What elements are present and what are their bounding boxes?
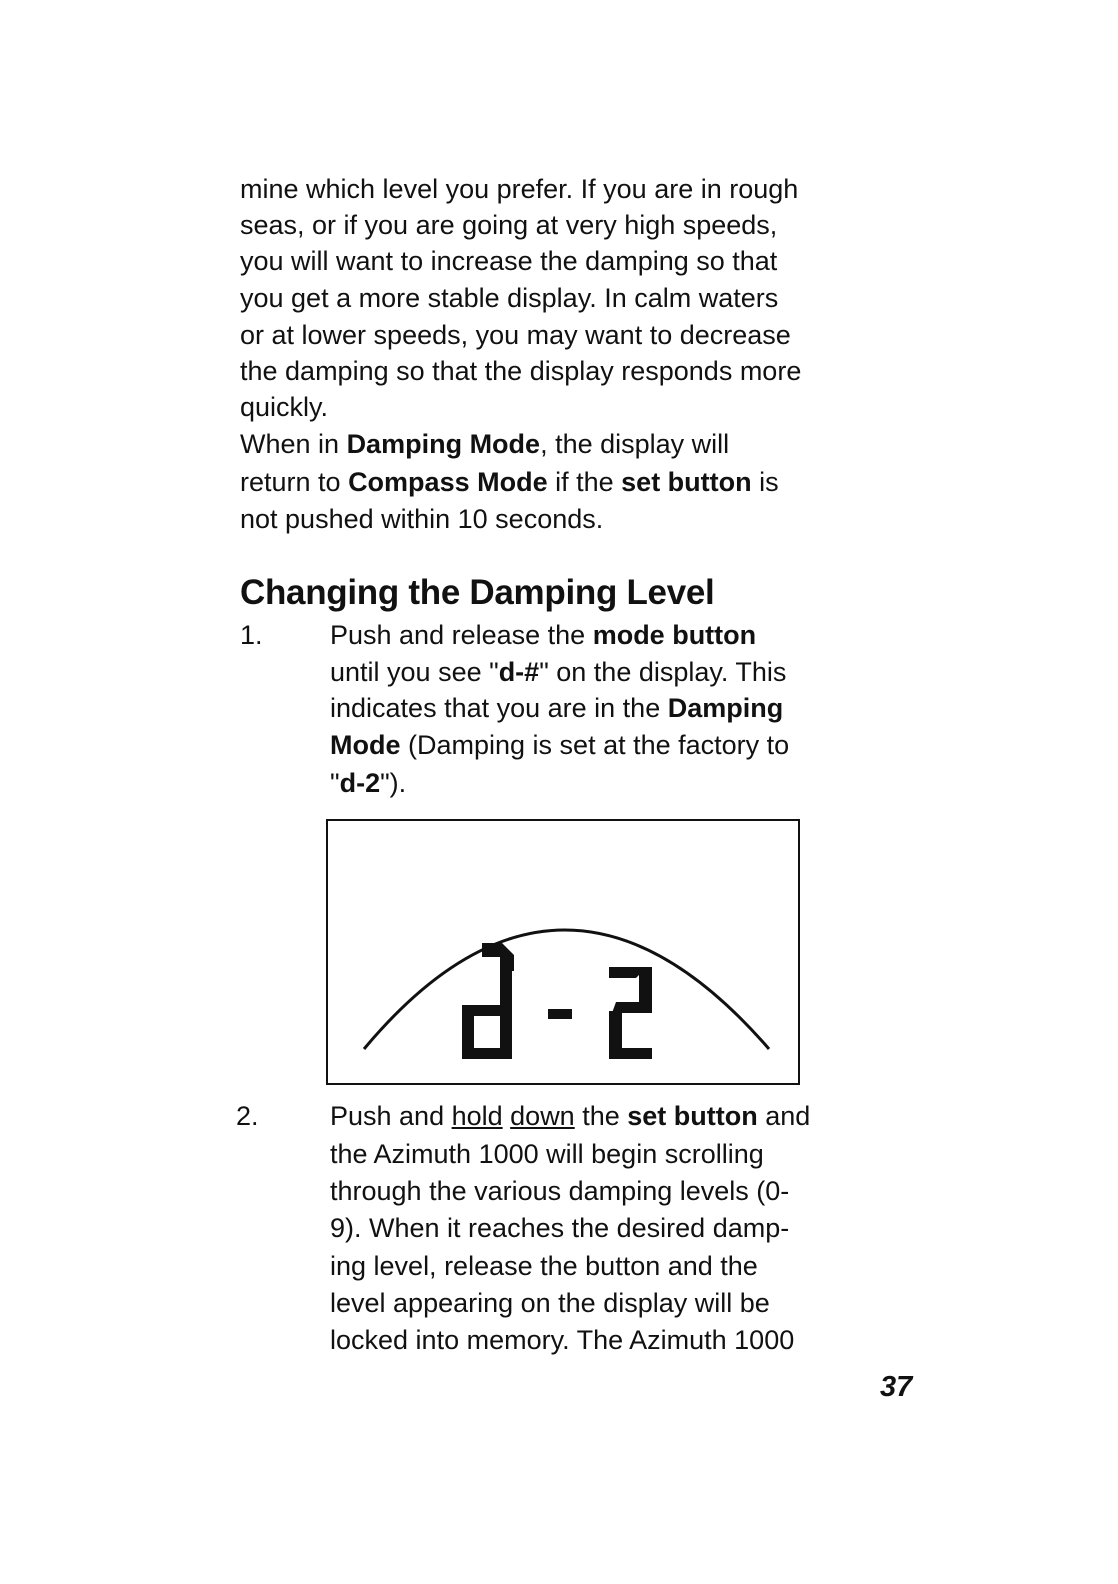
text-run: "). xyxy=(380,768,407,798)
text-run: return to xyxy=(240,467,349,497)
step-1-line-2 xyxy=(330,654,786,691)
down-term: down xyxy=(510,1101,575,1131)
text-run: , the display will xyxy=(540,429,730,459)
step-1-number: 1. xyxy=(240,620,263,650)
step-2-line-3: through the various damping levels (0- xyxy=(330,1176,790,1206)
lcd-readout-text: d-2 xyxy=(328,821,330,822)
step-1-line-3 xyxy=(330,690,783,727)
intro-line-7: quickly. xyxy=(240,392,329,422)
lcd-glyph-d xyxy=(462,943,514,1059)
damping-mode-term: Damping Mode xyxy=(346,429,541,459)
lcd-display-drawing xyxy=(328,821,798,1083)
mode-term: Mode xyxy=(330,730,401,760)
set-button-term: set button xyxy=(627,1101,758,1131)
step-1-line-1 xyxy=(330,617,756,654)
intro-line-5: or at lower speeds, you may want to decrease xyxy=(240,320,791,350)
compass-mode-term: Compass Mode xyxy=(348,467,548,497)
timeout-line-2 xyxy=(240,464,779,501)
step-2-line-7: locked into memory. The Azimuth 1000 xyxy=(330,1325,795,1355)
display-code-term: d-# xyxy=(498,657,540,687)
step-2-number: 2. xyxy=(236,1101,259,1131)
text-run: the xyxy=(574,1101,628,1131)
lcd-glyph-2 xyxy=(609,967,652,1059)
step-2-line-1 xyxy=(330,1098,810,1135)
text-run: " xyxy=(330,768,340,798)
text-run: When in xyxy=(240,429,347,459)
step-2-line-5: ing level, release the button and the xyxy=(330,1251,758,1281)
text-run: Push and xyxy=(330,1101,452,1131)
step-2-line-6: level appearing on the display will be xyxy=(330,1288,770,1318)
display-arc xyxy=(364,930,769,1049)
factory-setting-term: d-2 xyxy=(339,768,381,798)
text-run: Push and release the xyxy=(330,620,593,650)
text-run: until you see " xyxy=(330,657,499,687)
timeout-line-3: not pushed within 10 seconds. xyxy=(240,504,604,534)
text-run: if the xyxy=(547,467,622,497)
text-run: indicates that you are in the xyxy=(330,693,668,723)
set-button-term: set button xyxy=(621,467,752,497)
text-run: " on the display. This xyxy=(539,657,787,687)
intro-line-4: you get a more stable display. In calm waters xyxy=(240,283,779,313)
damping-term: Damping xyxy=(667,693,784,723)
intro-line-2: seas, or if you are going at very high speeds, xyxy=(240,210,778,240)
page-number: 37 xyxy=(880,1371,913,1403)
intro-line-1: mine which level you prefer. If you are in rough xyxy=(240,174,799,204)
text-run: (Damping is set at the factory to xyxy=(400,730,790,760)
intro-line-6: the damping so that the display responds more xyxy=(240,356,802,386)
timeout-line-1 xyxy=(240,426,729,463)
text-run: and xyxy=(757,1101,811,1131)
step-1-line-4 xyxy=(330,727,789,764)
text-run: is xyxy=(751,467,779,497)
step-1-line-5 xyxy=(330,765,406,802)
step-2-line-2: the Azimuth 1000 will begin scrolling xyxy=(330,1139,764,1169)
intro-line-3: you will want to increase the damping so that xyxy=(240,246,778,276)
lcd-display-illustration xyxy=(326,819,800,1085)
hold-term: hold xyxy=(451,1101,503,1131)
mode-button-term: mode button xyxy=(592,620,757,650)
lcd-glyph-dash xyxy=(548,1009,572,1019)
section-heading: Changing the Damping Level xyxy=(240,573,715,612)
step-2-line-4: 9). When it reaches the desired damp- xyxy=(330,1213,790,1243)
